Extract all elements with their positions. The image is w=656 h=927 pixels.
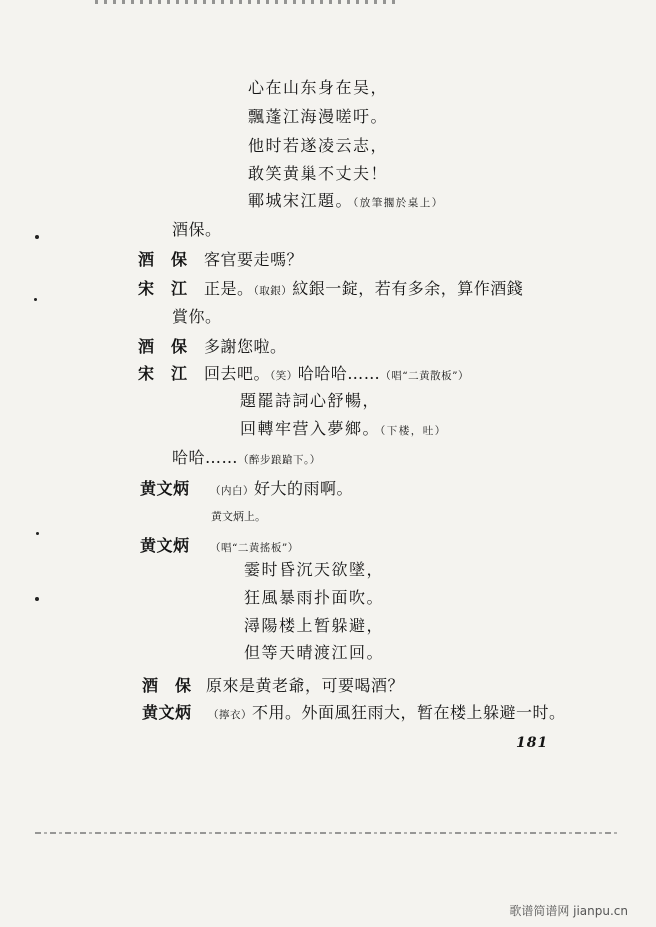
dialogue-text: 原來是黄老爺，可要喝酒？	[206, 676, 405, 695]
dialogue-text: 正是。	[204, 279, 254, 298]
dialogue-text: 好大的雨啊。	[254, 479, 354, 498]
signature-line	[248, 193, 444, 209]
stage-note: （笑）	[270, 370, 298, 382]
scan-speck	[36, 532, 39, 535]
dialogue-line	[140, 538, 299, 554]
stage-note: （唱“二黄搖板”）	[210, 542, 299, 554]
stage-note: （醉步踉蹌下。）	[238, 454, 321, 466]
dialogue-continuation: 賞你。	[172, 307, 222, 326]
jiubao-call: 酒保。	[172, 220, 222, 239]
poem-line-3: 他时若遂凌云志，	[248, 136, 389, 155]
verse-line: 狂風暴雨扑面吹。	[244, 588, 385, 607]
dialogue-line	[138, 339, 287, 355]
role-name: 黄文炳	[140, 536, 190, 555]
dialogue-line	[138, 281, 523, 297]
role-name: 黄文炳	[142, 703, 192, 722]
dialogue-text: 客官要走嗎？	[204, 250, 304, 269]
dialogue-text: 回去吧。	[204, 364, 271, 383]
stage-note: （取銀）	[253, 285, 293, 297]
dialogue-text: 紋銀一錠，若有多余，算作酒錢	[292, 279, 524, 298]
verse-line: 題罷詩詞心舒暢，	[240, 391, 381, 410]
role-name: 宋 江	[138, 279, 188, 298]
stage-note: （放筆擱於桌上）	[353, 197, 444, 209]
dialogue-line	[142, 678, 404, 694]
role-name: 酒 保	[138, 337, 188, 356]
bottom-border-rule	[35, 832, 620, 834]
role-name: 宋 江	[138, 364, 188, 383]
verse-text: 回轉牢营入夢鄉。	[240, 419, 381, 438]
poem-line-2: 飄蓬江海漫嗟吁。	[248, 107, 389, 126]
verse-line	[240, 421, 447, 437]
dialogue-text: 不用。外面風狂雨大，暂在楼上躲避一时。	[252, 703, 566, 722]
stage-note: （内白）	[210, 485, 254, 497]
page-number: 181	[516, 735, 549, 751]
role-name: 酒 保	[138, 250, 188, 269]
poem-line-4: 敢笑黄巢不丈夫！	[248, 164, 389, 183]
stage-direction: 黄文炳上。	[211, 510, 266, 523]
role-name: 黄文炳	[140, 479, 190, 498]
scan-speck	[34, 298, 37, 301]
dialogue-text: 多謝您啦。	[204, 337, 287, 356]
dialogue-text: 哈哈哈……	[297, 364, 381, 383]
role-name: 酒 保	[142, 676, 192, 695]
dialogue-line	[138, 252, 303, 268]
laugh-line	[172, 450, 321, 466]
stage-note: （擰衣）	[208, 709, 252, 721]
stage-note: （唱“二黄散板”）	[380, 370, 470, 382]
verse-line: 霎时昏沉天欲墜，	[244, 560, 385, 579]
signature-text: 鄆城宋江題。	[248, 191, 354, 210]
verse-line: 但等天晴渡江回。	[244, 643, 385, 662]
stage-note: （下楼，吐）	[380, 425, 447, 437]
scan-speck	[35, 597, 39, 601]
dialogue-line	[140, 481, 353, 497]
top-border-rule	[95, 0, 395, 4]
dialogue-line	[138, 366, 469, 382]
dialogue-line	[142, 705, 566, 721]
verse-line: 潯陽楼上暂躲避，	[244, 616, 385, 635]
dialogue-text: 哈哈……	[172, 448, 239, 467]
site-watermark: 歌谱简谱网 jianpu.cn	[509, 904, 628, 918]
poem-line-1: 心在山东身在吴，	[248, 78, 389, 97]
scan-speck	[35, 235, 39, 239]
